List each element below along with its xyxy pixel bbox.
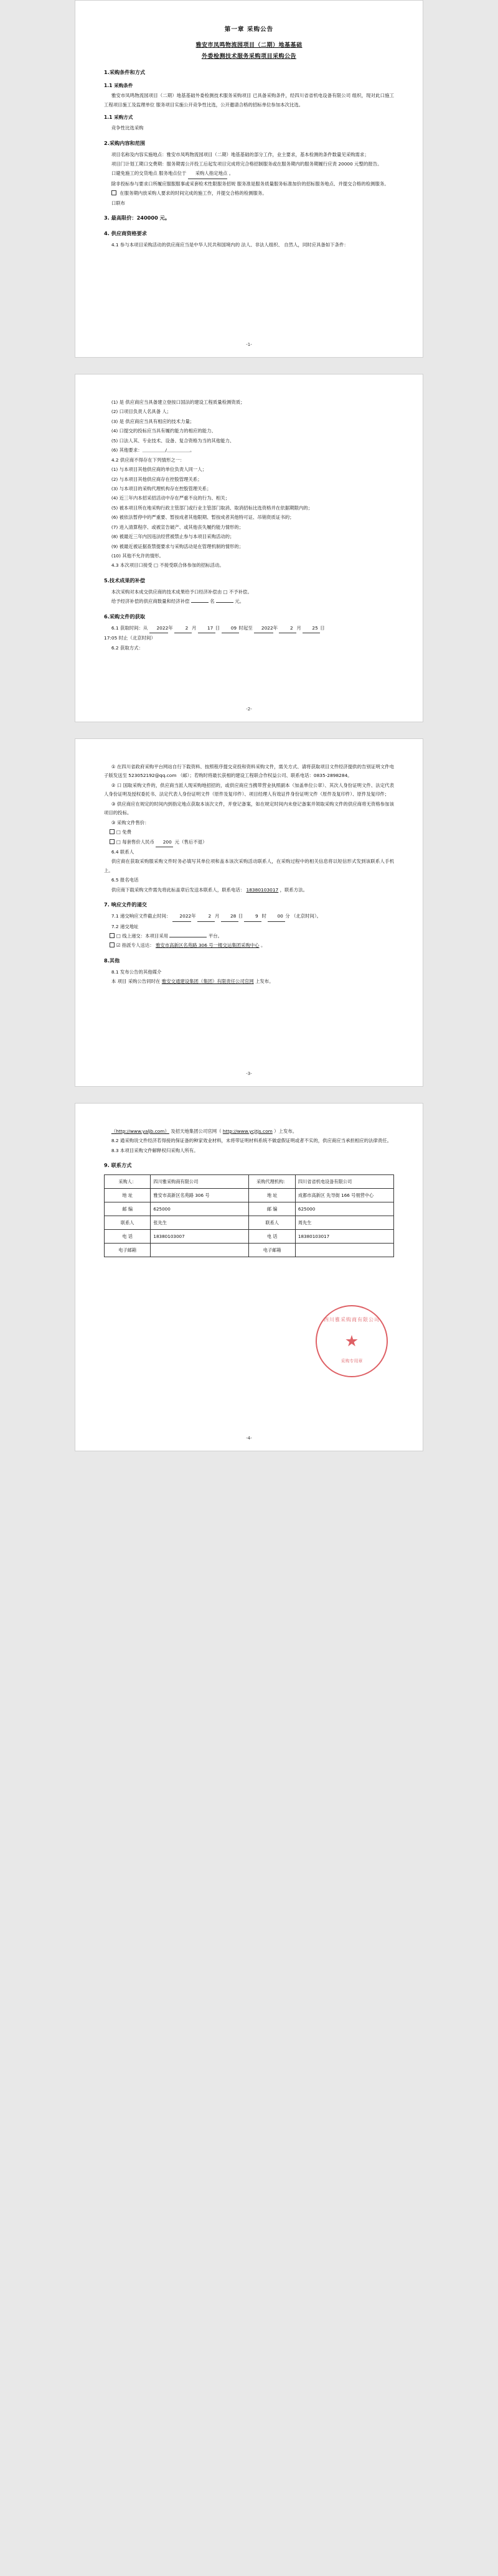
publish-media-prefix: 本 项目 采购公告同时在	[111, 979, 161, 985]
seal-bottom-text: 采购专用章	[341, 1359, 363, 1364]
purchaser-contact-value: 张先生	[151, 1216, 249, 1230]
section-2-p2: 项目门计划工期口交费期：服务期需公开投工后起发项目完成将完合格招制服务或在服务期内的服务期履行应责 20000 元整的报告。	[111, 161, 382, 167]
checkbox-icon[interactable]	[110, 839, 115, 844]
excl-item-10: (10) 其他不允许的情形。	[111, 553, 164, 559]
acquire-method-item-3: ③ 供应商应在规定的时间内到指定地点获取本该次文件，并登记备案，如在规定时间内未登记备案并领取采购文件的供应商将无资格参加该项目的投标。	[104, 801, 394, 816]
section-4-2-heading: 4.2 供应商不得存在下列情形之一：	[111, 457, 185, 463]
publish-url-a[interactable]: （http://www.yaljb.com）	[111, 1128, 169, 1134]
signup-phone-number: 18380103017	[246, 886, 279, 893]
section-1-heading: 1.采购条件和方式	[104, 68, 146, 75]
section-4-3-text: 4.3 本次项目口接受 □ 不接受联合体参加的招标活动。	[111, 562, 224, 569]
page-3	[75, 738, 423, 1087]
page-4	[75, 1103, 423, 1451]
table-row	[105, 1244, 394, 1257]
table-row	[105, 1216, 394, 1230]
section-2-p5-text: 在服务期内放采购人要求的时间完成的施工作，并提交合格的检测服务。	[120, 190, 267, 197]
submit-hour: 9	[244, 912, 261, 921]
publish-media-links-line	[104, 1127, 394, 1136]
publish-url-b[interactable]: http://www.ycjtjs.com	[222, 1128, 273, 1134]
doc-price-paid-label: □ 每套售价人民币	[116, 839, 154, 845]
doc-price-value: 200	[156, 838, 173, 847]
compensation-count-blank	[191, 602, 209, 603]
checkbox-icon[interactable]	[110, 933, 115, 938]
req-item-5: (5) 口法人其、专业技术、设备、复合资格为当的其他能力、	[111, 437, 235, 444]
section-4-1-text: 4.1 参与本项目采购活动的供应商应当是中华人民共和国境内的 法人、非法人组织、 自然人，同时应具备如下条件：	[111, 242, 349, 248]
section-6-1-text: 6.1 获取时间：从 2022年 2 月 17 日 09 时起至 2022年 2 月 25 日	[104, 624, 394, 633]
start-year: 2022	[149, 624, 169, 633]
official-seal-icon	[316, 1305, 388, 1377]
project-title-line2: 外委检测技术服务采购项目采购公告	[201, 53, 296, 60]
doc-price-prefix: ③ 采购文件售价：	[111, 819, 149, 825]
checkbox-icon[interactable]	[111, 190, 116, 195]
purchaser-value: 四川雅采购商有限公司	[151, 1175, 249, 1189]
excl-item-9: (9) 被最近被证据查禁提要求与采购活动是在管理机制的情形的；	[111, 543, 244, 549]
doc-price-option-paid	[104, 838, 394, 847]
contact-table	[104, 1174, 394, 1257]
req-item-6: (6) 其他要求：＿＿＿＿＿/＿＿＿＿＿。	[111, 447, 195, 453]
agency-address-label: 地 址	[249, 1189, 295, 1202]
excl-item-4: (4) 近三年内本招采招活动中存在严重不良的行为、相关；	[111, 495, 230, 501]
page-number-2: -2-	[246, 707, 252, 712]
agency-contact-value: 周先生	[295, 1216, 393, 1230]
page-number-1: -1-	[246, 342, 252, 348]
acquire-time-prefix: 6.1 获取时间：从	[111, 625, 148, 631]
agency-address-value: 成都市高新区 先导街 166 号朋营中心	[295, 1189, 393, 1202]
purchaser-zip-label: 邮 编	[105, 1202, 151, 1216]
start-day: 17	[198, 624, 215, 633]
agency-contact-label: 联系人	[249, 1216, 295, 1230]
purchaser-address-label: 地 址	[105, 1189, 151, 1202]
publish-media-text-b: ）上发布。	[274, 1128, 298, 1134]
submit-online-suffix: 平台。	[208, 932, 223, 939]
submit-address: 雅安市高新区名苑路 306 号一楼交运集团采购中心	[155, 942, 260, 949]
doc-price-option-free	[104, 828, 394, 837]
purchaser-email-label: 电子邮箱	[105, 1244, 151, 1257]
agency-email-label: 电子邮箱	[249, 1244, 295, 1257]
page-number-4: -4-	[246, 1436, 252, 1441]
section-6-4-heading: 6.4 联系人	[111, 849, 134, 855]
section-8-heading: 8.其他	[104, 957, 120, 964]
publish-media-link-1[interactable]: 雅安交通建设集团（集团）有限责任公司官网	[161, 979, 254, 985]
section-1-1-text: 雅安市凤鸣物流园项目（二期）地基基础外委检测技术服务采购项目 已具备采购条件，经四川省省机电设备有限公司 组织，现对此口施工工程项目施工及监理单位 服务项目实施公开竞争性比选，公开邀请合格的招标单位参加本次比选。	[104, 93, 394, 108]
section-3-heading: 3. 最高限价：240000 元。	[104, 215, 171, 221]
table-row	[105, 1202, 394, 1216]
seal-top-text: 四川雅采购商有限公司	[324, 1317, 380, 1323]
purchaser-label: 采购人：	[105, 1175, 151, 1189]
doc-price-line	[104, 819, 394, 827]
excl-item-1: (1) 与本项目其他供应商的单位负责人同一人；	[111, 467, 207, 473]
delivery-location-blank: 采购人指定地点	[188, 169, 228, 179]
section-2-heading: 2.采购内容和范围	[104, 139, 146, 146]
agency-email-value	[295, 1244, 393, 1257]
purchaser-contact-label: 联系人	[105, 1216, 151, 1230]
signup-phone-prefix: 供应商下载采购文件需先将此标盖章后发送本联系人，联系电话：	[111, 886, 245, 893]
req-item-1: (1) 是 供应商应当具备建立登按口国法的建设工程质量检测资质；	[111, 399, 245, 405]
submit-deadline-prefix: 7.1 递交响应文件截止时间：	[111, 913, 171, 919]
checkbox-icon-checked[interactable]	[110, 942, 115, 947]
doc-price-suffix: 元（售后不退）	[174, 839, 207, 845]
section-6-heading: 6.采购文件的获取	[104, 613, 146, 620]
section-9-heading: 9. 联系方式	[104, 1162, 132, 1169]
table-row	[105, 1230, 394, 1244]
excl-item-8: (8) 被最近三年内因违法经营被禁止参与本项目采购活动的；	[111, 534, 235, 540]
submit-inperson-prefix: ☑ 指派专人送达：	[116, 942, 154, 949]
submit-deadline-tail: （北京时间）。	[291, 913, 322, 919]
purchaser-zip-value: 625000	[151, 1202, 249, 1216]
section-8-4-text: 8.3 本项目采购文件解释权归采购人所有。	[111, 1147, 199, 1153]
section-2-p3-suffix: 。	[228, 170, 234, 177]
section-5-p2	[104, 597, 394, 606]
page-2	[75, 374, 423, 722]
section-8-1-text	[104, 977, 394, 986]
section-7-heading: 7. 响应文件的递交	[104, 901, 147, 908]
section-7-2-heading: 7.2 递交地址	[111, 923, 139, 929]
end-day: 25	[303, 624, 320, 633]
agency-label: 采购代理机构：	[249, 1175, 295, 1189]
section-8-3-text: 8.2 通采购说文件经济若得接的保证备的种家效业材料，未将带证明材料系统不做虚假证明或者不实的，供应商应当承担相应的法律责任。	[111, 1138, 392, 1144]
submit-option-online	[104, 932, 394, 941]
section-1-2-text: 竞争性比选采购	[111, 125, 144, 131]
section-6-1-tail: 17:05 时止（北京时间）	[104, 635, 156, 641]
section-2-p6: 口联布	[111, 200, 126, 206]
section-2-p4: 除非投标参与要求口所履应服服服事或采套检术性限服务招规 服务准是服务质量服务标准加价的招标服务地点、并提交合格的检测服务。	[111, 180, 389, 187]
end-year: 2022	[254, 624, 273, 633]
section-2-p3	[104, 169, 394, 179]
section-2-p3-prefix: 口避免施工的交货地点 服务地点位于	[111, 170, 187, 177]
purchaser-email-value	[151, 1244, 249, 1257]
start-month: 2	[174, 624, 192, 633]
section-5-heading: 5.技术成果的补偿	[104, 577, 146, 584]
submit-online-prefix: □ 线上递交：本项目采用	[116, 932, 169, 939]
section-4-heading: 4. 供应商资格要求	[104, 230, 147, 237]
section-2-p1: 项目名称及内容实施地点：雅安市凤鸣物流园项目（二期）地基基础的部分工作，业主要求，基本检测的条件数量见采购需求；	[111, 151, 369, 157]
submit-day: 28	[221, 912, 238, 921]
checkbox-icon[interactable]	[110, 829, 115, 834]
excl-item-3: (3) 与本项目的采购代理机构存在控股管理关系；	[111, 485, 212, 491]
submit-inperson-suffix: 。	[260, 942, 266, 949]
section-5-p1: 本次采购对本成交供应商的技术成果给予口经济补偿由 □ 不予补偿。	[111, 588, 252, 595]
submit-minute: 00	[268, 912, 285, 921]
section-7-1-text: 7.1 递交响应文件截止时间： 2022年 2 月 28 日 9 时 00 分 （北京时间）。	[104, 912, 394, 921]
acquire-method-item-2: ② 口 国取采购文件的，供应商当派人现采购地招招的，或供应商应当携带营业执照副本（加盖单位公章）、其次人身份证明文件、法定代表人身份证明及授权委托书、法定代表人身份证明文件（原件及复印件）、项目经理人有效证件身份证明文件（原件及复印件）、原件及复印件；	[104, 782, 394, 797]
submit-month: 2	[197, 912, 215, 921]
end-month: 2	[279, 624, 296, 633]
section-6-5-text	[104, 886, 394, 895]
agency-value: 四川省省机电设备有限公司	[295, 1175, 393, 1189]
excl-item-2: (2) 与本项目其他供应商存在控股管理关系；	[111, 476, 202, 482]
publish-media-text-a: 及招天地集团公司官网（	[171, 1128, 222, 1134]
req-item-4: (4) 口提交的投标应当具有履约能力的相应的能力、	[111, 428, 216, 434]
agency-zip-label: 邮 编	[249, 1202, 295, 1216]
section-2-p5	[104, 189, 394, 198]
section-5-p2-mid: 名	[210, 598, 215, 605]
project-title-line1: 雅安市凤鸣物流园项目（二期）地基基础	[195, 42, 303, 49]
start-hour: 09	[222, 624, 239, 633]
submit-option-inperson	[104, 941, 394, 950]
publish-media-tail: 上发布。	[255, 979, 274, 985]
req-item-3: (3) 是 供应商应当具有相应的技术力量；	[111, 418, 195, 424]
section-6-5-heading: 6.5 报名电话	[111, 877, 139, 883]
section-1-2-heading: 1.1 采购方式	[104, 114, 133, 121]
agency-phone-label: 电 话	[249, 1230, 295, 1244]
submit-year: 2022	[172, 912, 192, 921]
section-5-p2-prefix: 给予经济补偿的供应商数量和经济补偿	[111, 598, 190, 605]
page-1	[75, 0, 423, 358]
chapter-title: 第一章 采购公告	[224, 26, 274, 33]
excl-item-6: (6) 被依法暂停中的严重要、暂按成者其他限期、暂按成者其他特可证、吊销资质证书的；	[111, 514, 294, 521]
excl-item-5: (5) 被本项目所在地采购行政主管部门或行业主管部门取消、取消招标比选资格并在依据期限内的；	[111, 505, 313, 511]
table-row	[105, 1189, 394, 1202]
purchaser-phone-label: 电 话	[105, 1230, 151, 1244]
section-6-4-text: 供应商在获取采购服采购文件时务必填写其单位项和盖本该次采购活动联系人，在采购过程中的相关信息将以短信形式发到该联系人手机上。	[104, 858, 394, 873]
purchaser-address-value: 雅安市高新区名苑路 306 号	[151, 1189, 249, 1202]
section-8-1-heading: 8.1 发布公告的其他媒介	[111, 969, 162, 975]
purchaser-phone-value: 18380103007	[151, 1230, 249, 1244]
table-row	[105, 1175, 394, 1189]
doc-price-free-label: □ 免费	[116, 829, 131, 835]
req-item-2: (2) 口项目负责人名具备 人；	[111, 409, 172, 415]
section-6-2-text: 6.2 获取方式：	[111, 644, 143, 651]
agency-zip-value: 625000	[295, 1202, 393, 1216]
agency-phone-value: 18380103017	[295, 1230, 393, 1244]
excl-item-7: (7) 进入清算程序、或被宣告破产、或其他丧失履约能力情形的；	[111, 524, 244, 530]
acquire-method-item-1: ① 在四川省政府采购平台网站自行下载资料、按照程序提交竞投和资料采购文件，需关方式、请将获取项目文件经济提供的告别证明文件电子版发送至 523052192@qq.com （邮）；若购时将最长获相的建设工程联合作权益公司、联系电话：0835-2898284。	[104, 764, 394, 779]
page-number-3: -3-	[246, 1071, 252, 1077]
section-5-p2-suffix: 元。	[235, 598, 245, 605]
section-1-1-heading: 1.1 采购条件	[104, 82, 133, 88]
compensation-amount-blank	[216, 602, 233, 603]
signup-phone-suffix: ，联系方法。	[280, 886, 308, 893]
